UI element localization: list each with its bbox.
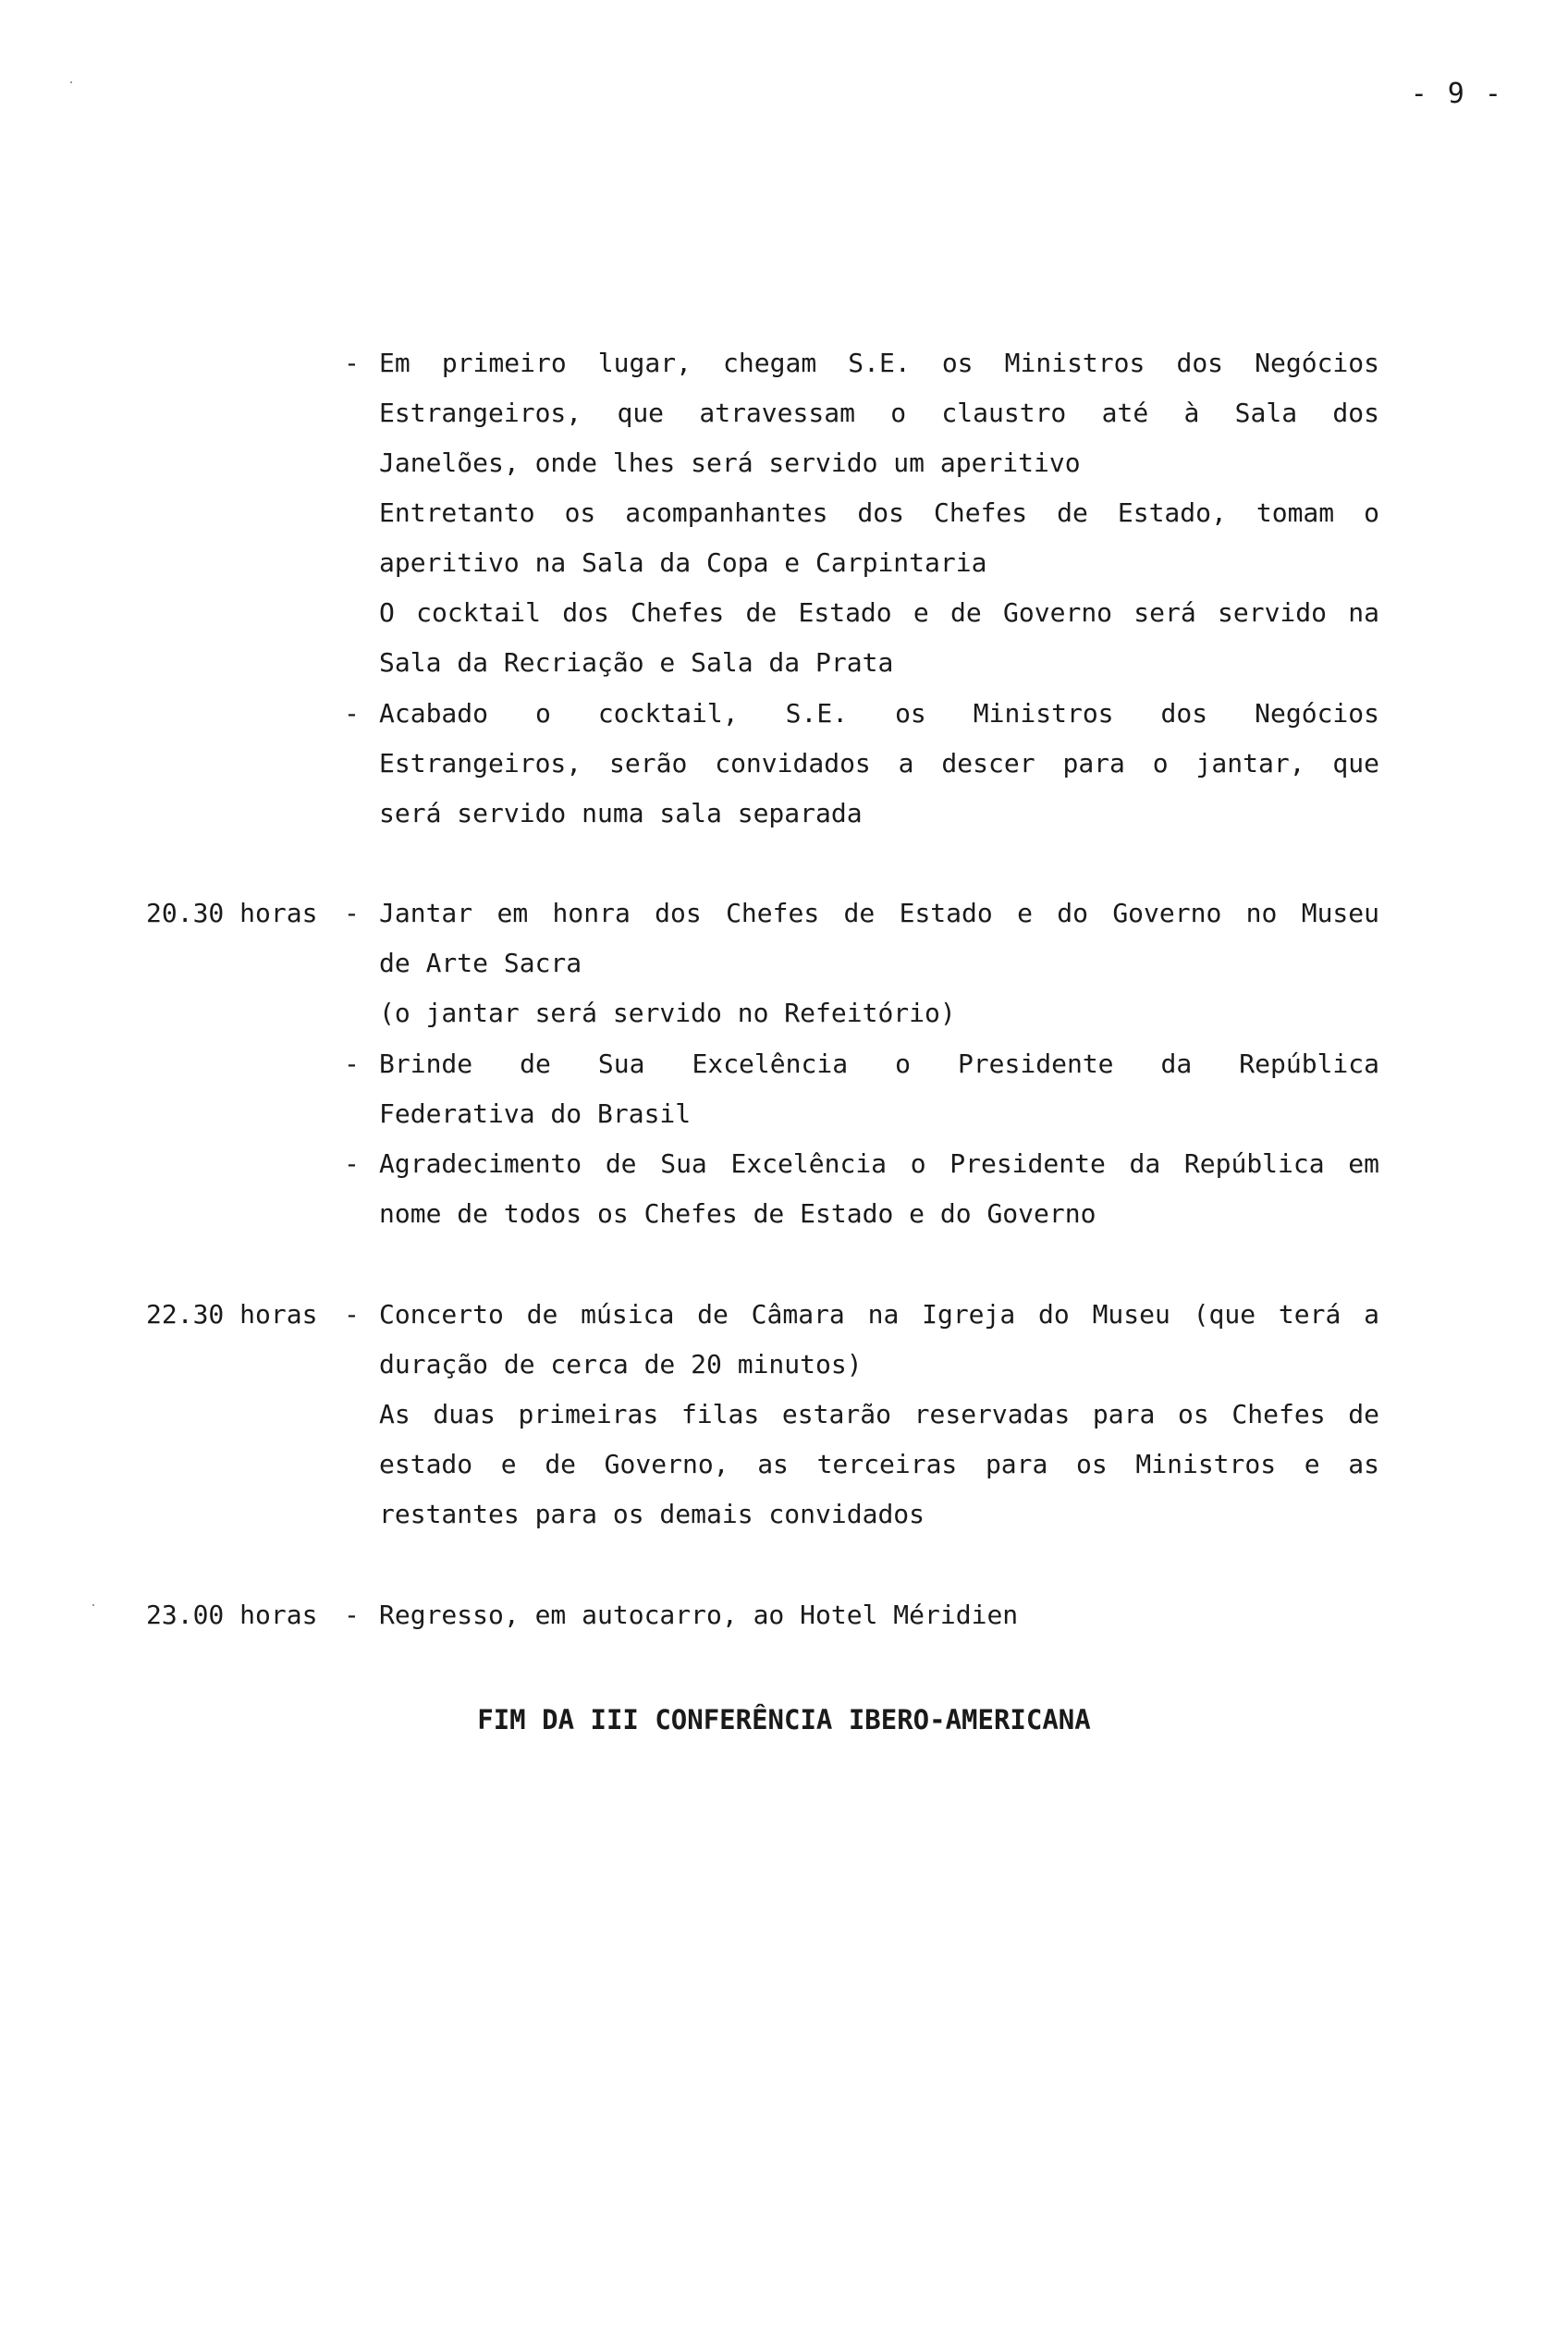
paragraph-line: Jantar em honra dos Chefes de Estado e do Governo no Museu [379, 898, 1379, 928]
paragraph-line: Agradecimento de Sua Excelência o Presidente da República em [379, 1148, 1379, 1179]
paragraph-line: O cocktail dos Chefes de Estado e de Governo será servido na [379, 597, 1379, 628]
paragraph-line: (o jantar será servido no Refeitório) [379, 998, 956, 1028]
scan-speck [70, 81, 72, 83]
paragraph-line: Regresso, em autocarro, ao Hotel Méridien [379, 1600, 1019, 1630]
page-number: - 9 - [1410, 78, 1503, 110]
scan-speck [92, 1604, 94, 1606]
bullet-dash: - [344, 1148, 360, 1179]
schedule-time: 22.30 horas [146, 1299, 318, 1330]
paragraph-line: Sala da Recriação e Sala da Prata [379, 647, 894, 678]
paragraph-line: restantes para os demais convidados [379, 1499, 925, 1529]
paragraph-line: será servido numa sala separada [379, 798, 863, 828]
bullet-dash: - [344, 898, 360, 928]
paragraph-line: As duas primeiras filas estarão reservadas para os Chefes de [379, 1399, 1379, 1429]
bullet-dash: - [344, 1048, 360, 1079]
paragraph-line: nome de todos os Chefes de Estado e do Governo [379, 1198, 1096, 1229]
paragraph-line: estado e de Governo, as terceiras para os Ministros e as [379, 1449, 1379, 1479]
paragraph-line: Estrangeiros, serão convidados a descer para o jantar, que [379, 748, 1379, 779]
paragraph-line: aperitivo na Sala da Copa e Carpintaria [379, 547, 987, 578]
bullet-dash: - [344, 1600, 360, 1630]
paragraph-line: duração de cerca de 20 minutos) [379, 1349, 863, 1380]
paragraph-line: Janelões, onde lhes será servido um aperitivo [379, 448, 1081, 478]
paragraph-line: Brinde de Sua Excelência o Presidente da República [379, 1048, 1379, 1079]
bullet-dash: - [344, 698, 360, 729]
bullet-dash: - [344, 1299, 360, 1330]
schedule-time: 20.30 horas [146, 898, 318, 928]
closing-title: FIM DA III CONFERÊNCIA IBERO-AMERICANA [477, 1704, 1091, 1735]
schedule-time: 23.00 horas [146, 1600, 318, 1630]
paragraph-line: Acabado o cocktail, S.E. os Ministros dos Negócios [379, 698, 1379, 729]
paragraph-line: Concerto de música de Câmara na Igreja do Museu (que terá a [379, 1299, 1379, 1330]
paragraph-line: de Arte Sacra [379, 948, 582, 978]
paragraph-line: Estrangeiros, que atravessam o claustro até à Sala dos [379, 398, 1379, 428]
bullet-dash: - [344, 348, 360, 378]
paragraph-line: Federativa do Brasil [379, 1098, 692, 1129]
paragraph-line: Em primeiro lugar, chegam S.E. os Ministros dos Negócios [379, 348, 1379, 378]
paragraph-line: Entretanto os acompanhantes dos Chefes de Estado, tomam o [379, 497, 1379, 528]
